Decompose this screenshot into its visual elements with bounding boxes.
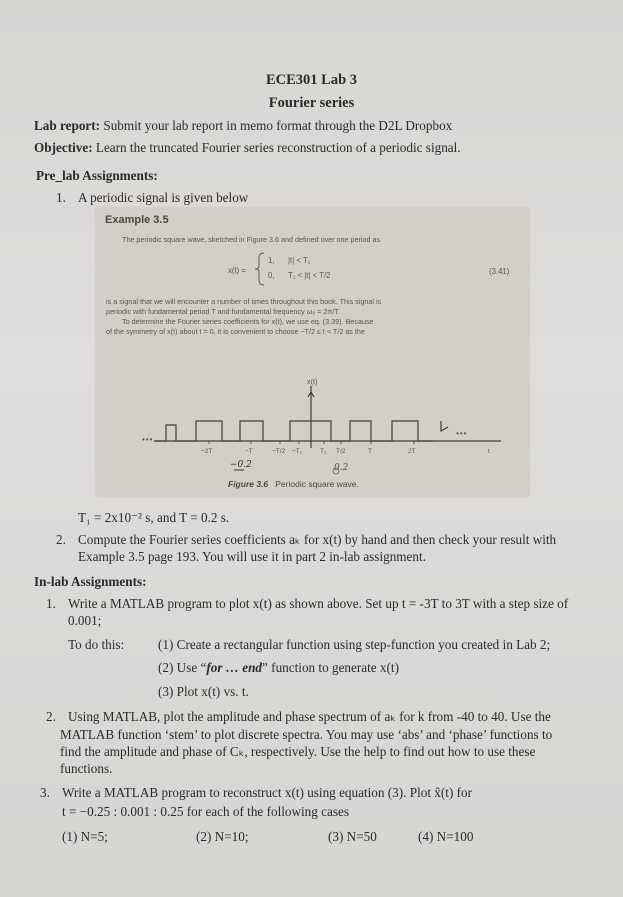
figure-caption-label: Figure 3.6	[228, 479, 269, 489]
case-n100: (4) N=100	[418, 829, 474, 844]
handwritten-note-right: 0.2	[334, 463, 349, 473]
objective-text: Learn the truncated Fourier series reconstruction of a periodic signal.	[95, 140, 461, 155]
objective-label: Objective:	[34, 140, 93, 155]
inlab-item-1-number: 1.	[46, 596, 56, 611]
todo-step-2-code: for … end	[206, 660, 263, 675]
todo-step-2-suffix: ” function to generate x(t)	[262, 660, 399, 675]
equation-case2-value: 0,	[268, 271, 275, 280]
case-n50: (3) N=50	[328, 829, 377, 844]
lab-report-label: Lab report:	[34, 118, 101, 133]
tick-label-t1: T₁	[320, 448, 327, 455]
square-wave-trace-tail	[441, 421, 448, 431]
prelab-heading: Pre_lab Assignments:	[36, 168, 158, 183]
equation-case1-condition: |t| < T₁	[288, 256, 311, 265]
inlab-item-3-line-1: Write a MATLAB program to reconstruct x(t) using equation (3). Plot x̂(t) for	[62, 785, 473, 800]
prelab-item-1-number: 1.	[56, 190, 66, 205]
figure-caption	[228, 479, 359, 489]
plot-x-label: t	[488, 448, 490, 455]
case-n10: (2) N=10;	[196, 829, 249, 844]
todo-step-1: (1) Create a rectangular function using step-function you created in Lab 2;	[158, 637, 551, 652]
prelab-item-2-line-1: Compute the Fourier series coefficients aₖ for x(t) by hand and then check your result with	[78, 532, 557, 547]
todo-step-2	[158, 660, 399, 676]
lab-report-line	[34, 118, 452, 134]
prelab-item-2-line-2: Example 3.5 page 193. You will use it in part 2 in-lab assignment.	[78, 549, 426, 564]
inlab-item-1-line-1: Write a MATLAB program to plot x(t) as shown above. Set up t = -3T to 3T with a step size of	[68, 596, 569, 611]
prelab-item-1-text: A periodic signal is given below	[78, 190, 249, 205]
equation-number: (3.41)	[489, 267, 510, 276]
tick-label-t: T	[368, 448, 372, 455]
figure-caption-text: Periodic square wave.	[275, 479, 359, 489]
textbook-example-figure	[96, 208, 529, 496]
tick-label-minus-t1: −T₁	[292, 448, 302, 455]
right-ellipsis: •••	[456, 429, 468, 438]
lab-report-text: Submit your lab report in memo format through the D2L Dropbox	[103, 118, 453, 133]
inlab-item-1-line-2: 0.001;	[68, 613, 102, 628]
prelab-item-2-number: 2.	[56, 532, 66, 547]
tick-label-minus-2t: −2T	[201, 448, 213, 455]
square-wave-trace	[154, 421, 433, 441]
example-paragraph-line-2: periodic with fundamental period T and fundamental frequency ω₀ = 2π/T.	[106, 307, 341, 316]
tick-label-minus-t: −T	[245, 448, 253, 455]
tick-label-2t: 2T	[408, 448, 416, 455]
tick-label-minus-t-half: −T/2	[272, 448, 286, 455]
plot-y-label: x(t)	[307, 377, 318, 386]
todo-label: To do this:	[68, 637, 125, 652]
inlab-item-2-line-3: find the amplitude and phase of Cₖ, respectively. Use the help to find out how to use these	[60, 744, 536, 759]
course-title: ECE301 Lab 3	[265, 72, 358, 88]
example-paragraph-line-4: of the symmetry of x(t) about t = 0, it is convenient to choose −T/2 ≤ t < T/2 as the	[106, 327, 365, 336]
objective-line	[34, 140, 461, 156]
square-wave-plot	[96, 208, 529, 496]
handwritten-note-left: −0.2	[230, 460, 252, 470]
equation-case1-value: 1,	[268, 256, 275, 265]
todo-step-3: (3) Plot x(t) vs. t.	[158, 684, 249, 699]
inlab-heading: In-lab Assignments:	[34, 574, 147, 589]
example-title: Example 3.5	[105, 214, 169, 226]
example-paragraph-line-1: is a signal that we will encounter a number of times throughout this book. This signal is	[106, 297, 382, 306]
example-paragraph-line-3: To determine the Fourier series coefficients for x(t), we use eq. (3.39). Because	[122, 317, 374, 326]
todo-step-2-prefix: (2) Use “	[158, 660, 207, 675]
tick-label-t-half: T/2	[336, 448, 346, 455]
inlab-item-2-line-1: Using MATLAB, plot the amplitude and phase spectrum of aₖ for k from -40 to 40. Use the	[68, 709, 551, 724]
inlab-item-2-line-4: functions.	[60, 761, 113, 776]
equation-lhs: x(t) =	[228, 266, 246, 275]
inlab-item-3-number: 3.	[40, 785, 50, 800]
equation-case2-condition: T₁ < |t| < T/2	[288, 271, 331, 280]
prelab-signal-parameters: T₁ = 2x10⁻² s, and T = 0.2 s.	[78, 510, 230, 525]
left-ellipsis: •••	[142, 435, 154, 444]
inlab-item-2-line-2: MATLAB function ‘stem’ to plot discrete spectra. You may use ‘abs’ and ‘phase’ functions to	[60, 727, 553, 742]
inlab-item-3-line-2: t = −0.25 : 0.001 : 0.25 for each of the following cases	[62, 804, 349, 819]
topic-title: Fourier series	[268, 95, 355, 111]
case-n5: (1) N=5;	[62, 829, 108, 844]
example-intro: The periodic square wave, sketched in Figure 3.6 and defined over one period as	[122, 235, 381, 244]
inlab-item-2-number: 2.	[46, 709, 56, 724]
